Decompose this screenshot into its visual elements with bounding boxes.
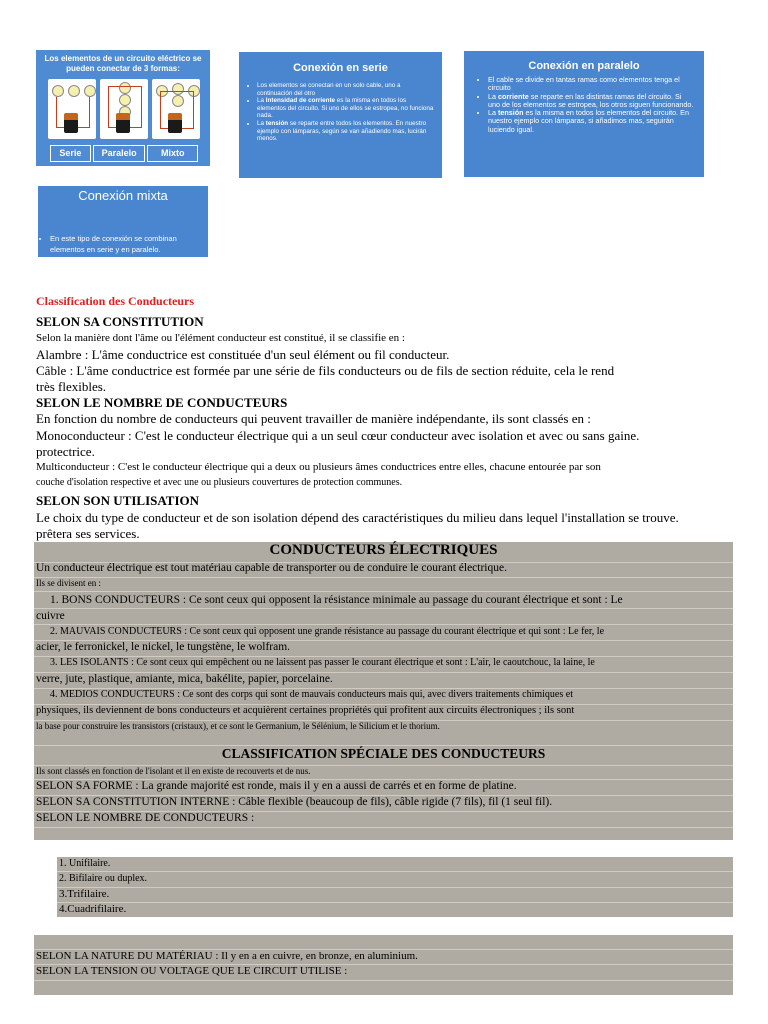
slide-bullet: • El cable se divide en tantas ramas como elementos tenga el circuito <box>488 76 694 93</box>
slide-bullet: • La corriente se reparte en las distintas ramas del circuito. Si uno de los elementos se estropea, los otros siguen funcionando. <box>488 93 694 110</box>
slide-parallel-connection <box>464 51 704 177</box>
material-voltage-table <box>34 935 733 995</box>
insulators-line2: verre, jute, plastique, amiante, mica, bakélite, papier, porcelaine. <box>36 673 333 685</box>
slide-bullet: • La tensión se reparte entre todos los elementos. En nuestro ejemplo con lámparas, según se van añadiendo mas, lucirán menos. <box>257 120 436 143</box>
conductors-table <box>34 542 733 840</box>
section-number-intro: En fonction du nombre de conducteurs qui peuvent travailler de manière indépendante, ils sont classés en : <box>36 411 591 426</box>
semi-conductors-line1: 4. MEDIOS CONDUCTEURS : Ce sont des corps qui sont de mauvais conducteurs mais qui, avec divers traitements chimiques et <box>50 689 573 700</box>
good-conductors-line1: 1. BONS CONDUCTEURS : Ce sont ceux qui opposent la résistance minimale au passage du courant électrique et sont : Le <box>50 594 623 606</box>
special-classification-intro: Ils sont classés en fonction de l'isolant et il en existe de recouverts et de nus. <box>36 766 311 776</box>
slide-bullet: • En este tipo de conexión se combinan elementos en serie y en paralelo. <box>50 233 204 255</box>
alambre-text: Alambre : L'âme conductrice est constituée d'un seul élément ou fil conducteur. <box>36 347 450 362</box>
mode-serie: Serie <box>50 145 91 162</box>
slide-bullet: • La tensión es la misma en todos los elementos del circuito. En nuestro ejemplo con lámparas, si añadimos mas, seguirán luciendo igual. <box>488 109 694 134</box>
slide-series-connection <box>239 52 442 178</box>
form-text: SELON SA FORME : La grande majorité est ronde, mais il y en a aussi de carrés et en forme de platine. <box>36 780 517 792</box>
voltage-text: SELON LA TENSION OU VOLTAGE QUE LE CIRCUIT UTILISE : <box>36 965 348 977</box>
slide-title: Conexión en paralelo <box>528 60 640 72</box>
good-conductors-line2: cuivre <box>36 610 65 622</box>
slide-circuit-forms <box>36 50 210 166</box>
conductor-count-list <box>57 857 733 917</box>
multiconducteur-line1: Multiconducteur : C'est le conducteur électrique qui a deux ou plusieurs âmes conductrices entre elles, chacune entourée par son <box>36 461 601 473</box>
section-constitution-intro: Selon la manière dont l'âme ou l'élément conducteur est constitué, il se classifie en : <box>36 332 405 344</box>
semi-conductors-line3: la base pour construire les transistors (cristaux), et ce sont le Germanium, le Sélénium, le Silicium et le thorium. <box>36 721 440 731</box>
monoconducteur-line2: protectrice. <box>36 444 95 459</box>
section-usage-line2: prêtera ses services. <box>36 526 140 541</box>
material-nature-text: SELON LA NATURE DU MATÉRIAU : Il y en a en cuivre, en bronze, en aluminium. <box>36 950 418 962</box>
slide-title: Conexión en serie <box>293 62 388 74</box>
conductors-divise: Ils se divisent en : <box>36 578 101 588</box>
mode-mixto: Mixto <box>147 145 198 162</box>
cable-text-line2: très flexibles. <box>36 379 107 394</box>
slide-bullet: • Los elementos se conectan en un solo cable, uno a continuación del otro <box>257 82 436 97</box>
special-classification-title: CLASSIFICATION SPÉCIALE DES CONDUCTEURS <box>221 746 546 761</box>
mixed-circuit-icon <box>152 79 200 139</box>
section-usage-title: SELON SON UTILISATION <box>36 493 200 508</box>
slide-title: Los elementos de un circuito eléctrico se pueden conectar de 3 formas: <box>44 54 202 73</box>
bad-conductors-line1: 2. MAUVAIS CONDUCTEURS : Ce sont ceux qui opposent une grande résistance au passage du courant électrique et qui sont : Le fer, le <box>50 626 605 637</box>
parallel-circuit-icon <box>100 79 148 139</box>
cable-text-line1: Câble : L'âme conductrice est formée par une série de fils conducteurs ou de fils de section réduite, cela le rend <box>36 363 615 378</box>
slide-bullets <box>38 233 208 255</box>
conductors-title: CONDUCTEURS ÉLECTRIQUES <box>269 542 498 558</box>
slide-mixed-connection <box>38 186 208 257</box>
multiconducteur-line2: couche d'isolation respective et avec une ou plusieurs couvertures de protection communes. <box>36 477 403 488</box>
series-circuit-icon <box>48 79 96 139</box>
monoconducteur-line1: Monoconducteur : C'est le conducteur électrique qui a un seul cœur conducteur avec isolation et avec ou sans gaine. <box>36 428 640 443</box>
internal-constitution-text: SELON SA CONSTITUTION INTERNE : Câble flexible (beaucoup de fils), câble rigide (7 fils), fil (1 seul fil). <box>36 796 553 808</box>
list-item: 3.Trifilaire. <box>59 888 110 900</box>
list-item: 1. Unifilaire. <box>59 858 111 869</box>
section-constitution-title: SELON SA CONSTITUTION <box>36 314 204 329</box>
connection-modes <box>50 145 200 162</box>
slide-bullets <box>239 82 442 143</box>
semi-conductors-line2: physiques, ils deviennent de bons conducteurs et acquièrent certaines propriétés qui profitent aux circuits électroniques ; ils sont <box>36 705 575 716</box>
classification-heading: Classification des Conducteurs <box>36 294 195 308</box>
list-item: 4.Cuadrifilaire. <box>59 903 127 915</box>
slide-bullet: • La Intensidad de corriente es la misma en todos los elementos del circuito. Si uno de ellos se estropea, no funciona nada. <box>257 97 436 120</box>
slide-title: Conexión mixta <box>78 188 168 203</box>
insulators-line1: 3. LES ISOLANTS : Ce sont ceux qui empêchent ou ne laissent pas passer le courant électrique et sont : L'air, le caoutchouc, la laine, le <box>50 657 595 668</box>
bad-conductors-line2: acier, le ferronickel, le nickel, le tungstène, le wolfram. <box>36 641 291 653</box>
section-usage-line1: Le choix du type de conducteur et de son isolation dépend des caractéristiques du milieu dans lequel l'installation se trouve. <box>36 510 679 525</box>
conductors-intro: Un conducteur électrique est tout matériau capable de transporter ou de conduire le courant électrique. <box>36 562 507 574</box>
mode-paralelo: Paralelo <box>93 145 146 162</box>
conductor-count-text: SELON LE NOMBRE DE CONDUCTEURS : <box>36 812 255 824</box>
section-number-title: SELON LE NOMBRE DE CONDUCTEURS <box>36 395 288 410</box>
list-item: 2. Bifilaire ou duplex. <box>59 873 148 884</box>
slide-bullets <box>464 76 704 134</box>
